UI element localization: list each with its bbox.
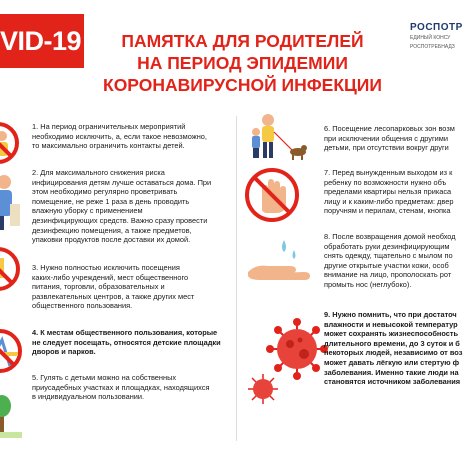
- right-item-9-line-3: может сохранять жизнеспособность: [324, 329, 459, 339]
- left-item-4-line-3: дворов и парков.: [32, 347, 96, 357]
- right-item-7-line-3: пределами квартиры нельзя прикаса: [324, 187, 452, 197]
- right-item-6-line-3: детьми, при отсутствии вокруг други: [324, 143, 449, 153]
- left-item-5-text: Гулять с детьми можно на собственных: [40, 373, 177, 382]
- right-item-8-line-2: обработать руки дезинфицирующим: [324, 241, 450, 251]
- covid-badge: VID-19: [0, 14, 84, 68]
- left-item-5-line-2: приусадебных участках и площадках, находящихся: [32, 382, 210, 392]
- left-item-4: [32, 328, 232, 357]
- right-item-9-line-2: влажности и невысокой температур: [324, 319, 458, 329]
- left-item-3: [32, 263, 232, 311]
- right-item-6-num: 6.: [324, 124, 331, 133]
- right-item-9-line-5: некоторых людей, независимо от воз: [324, 348, 463, 358]
- right-item-8-line-6: промыть нос (неглубоко).: [324, 279, 412, 289]
- left-item-2-line-3: этом необходимо регулярно проветривать: [32, 187, 178, 197]
- org-logo-block: [410, 22, 470, 51]
- right-item-8-line-3: снять одежду, тщательно с мылом по: [324, 251, 453, 261]
- page-title: [100, 30, 385, 96]
- right-item-9-line-1: [324, 310, 464, 320]
- right-item-6-line-2: при исключении общения с другими: [324, 133, 449, 143]
- right-item-7-line-4: лицу и к каким-либо предметам: двер: [324, 196, 454, 206]
- right-item-7-text: Перед вынужденным выходом из к: [332, 168, 453, 177]
- left-item-3-line-3: питания, торговли, образовательных и: [32, 282, 165, 292]
- org-sub-2: РОСПОТРЕБНАДЗ: [410, 44, 455, 50]
- left-item-1-line-3: то максимально ограничить контакты детей.: [32, 141, 185, 151]
- right-item-8-line-1: [324, 232, 464, 242]
- left-item-2-line-8: упаковки продуктов после доставки их домой.: [32, 235, 191, 245]
- garden-icon: [0, 392, 22, 438]
- right-item-9-num: 9.: [324, 310, 331, 319]
- left-item-5: [32, 373, 232, 402]
- right-item-6: [324, 124, 464, 153]
- coronavirus-small-icon: [246, 372, 280, 406]
- left-item-5-line-3: в индивидуальном пользовании.: [32, 392, 145, 402]
- right-item-7: [324, 168, 464, 216]
- right-item-8-line-4: другие открытые участки кожи, особ: [324, 260, 449, 270]
- no-touching-hand-icon: [242, 165, 302, 225]
- no-contact-icon: [0, 118, 20, 168]
- right-item-6-text: Посещение лесопарковых зон возм: [332, 124, 455, 133]
- left-item-3-line-4: развлекательных центров, а также других мест: [32, 291, 195, 301]
- org-name: РОСПОТР: [410, 22, 463, 33]
- child-at-home-icon: [0, 170, 24, 236]
- no-playground-icon: [0, 322, 26, 380]
- right-item-8: [324, 232, 464, 290]
- right-item-9-text: Нужно помнить, что при достаточ: [332, 310, 457, 319]
- left-item-1-num: 1.: [32, 122, 39, 131]
- left-item-2-line-7: дезинфекцию помещения, а также предметов,: [32, 225, 192, 235]
- left-item-2-num: 2.: [32, 168, 39, 177]
- right-item-8-line-5: внимание на лицо, прополоскать рот: [324, 270, 452, 280]
- right-item-7-line-5: поручням и перилам, стенам, кнопка: [324, 206, 451, 216]
- left-item-4-num: 4.: [32, 328, 39, 337]
- left-item-4-line-2: не следует посещать, относятся детские площадки: [32, 337, 221, 347]
- left-item-3-line-5: общественного пользования.: [32, 301, 133, 311]
- left-item-2-text: Для максимального снижения риска: [40, 168, 165, 177]
- right-item-9-line-8: становятся источником заболевания: [324, 377, 461, 387]
- left-item-4-line-1: [32, 328, 232, 338]
- left-item-1: [32, 122, 232, 151]
- left-item-2-line-6: дезинфицирующих средств. Важно сразу провести: [32, 215, 208, 225]
- left-item-3-line-2: каких-либо учреждений, мест общественного: [32, 272, 189, 282]
- left-item-3-text: Нужно полностью исключить посещения: [40, 263, 180, 272]
- left-item-2-line-4: помещение, не реже 1 раза в день проводить: [32, 196, 190, 206]
- title-line-2: НА ПЕРИОД ЭПИДЕМИИ: [137, 53, 348, 73]
- column-divider: [236, 116, 237, 441]
- title-line-1: ПАМЯТКА ДЛЯ РОДИТЕЛЕЙ: [121, 31, 364, 51]
- no-public-places-icon: [0, 236, 22, 302]
- left-item-2: [32, 168, 232, 245]
- left-item-2-line-2: инфицирования детям лучше оставаться дома. При: [32, 177, 212, 187]
- right-item-9-line-6: может давать лёгкую или стертую ф: [324, 357, 460, 367]
- right-item-8-num: 8.: [324, 232, 331, 241]
- right-item-7-num: 7.: [324, 168, 331, 177]
- right-item-8-text: После возвращения домой необход: [332, 232, 456, 241]
- left-item-2-line-5: влажную уборку с применением: [32, 206, 143, 216]
- org-sub-1: ЕДИНЫЙ КОНСУ: [410, 35, 451, 41]
- left-item-1-line-1: [32, 122, 232, 132]
- right-item-9-line-7: заболевания. Именно такие люди на: [324, 367, 459, 377]
- right-item-7-line-1: [324, 168, 464, 178]
- left-item-1-line-2: необходимо исключить, а, если такое невозможно,: [32, 131, 207, 141]
- title-line-3: КОРОНАВИРУСНОЙ ИНФЕКЦИИ: [103, 75, 382, 95]
- right-item-9-line-4: длительного времени, до 3 суток и б: [324, 338, 460, 348]
- left-item-2-line-1: [32, 168, 232, 178]
- left-item-3-line-1: [32, 263, 232, 273]
- left-item-1-text: На период ограничительных мероприятий: [40, 122, 186, 131]
- left-item-5-num: 5.: [32, 373, 39, 382]
- left-item-4-text: К местам общественного пользования, которые: [40, 328, 218, 337]
- left-item-5-line-1: [32, 373, 232, 383]
- right-item-6-line-1: [324, 124, 464, 134]
- right-item-9: [324, 310, 464, 387]
- hand-sanitizer-icon: [246, 236, 316, 282]
- right-item-7-line-2: ребенку по возможности нужно объ: [324, 177, 447, 187]
- walking-in-park-icon: [246, 112, 312, 162]
- left-item-3-num: 3.: [32, 263, 39, 272]
